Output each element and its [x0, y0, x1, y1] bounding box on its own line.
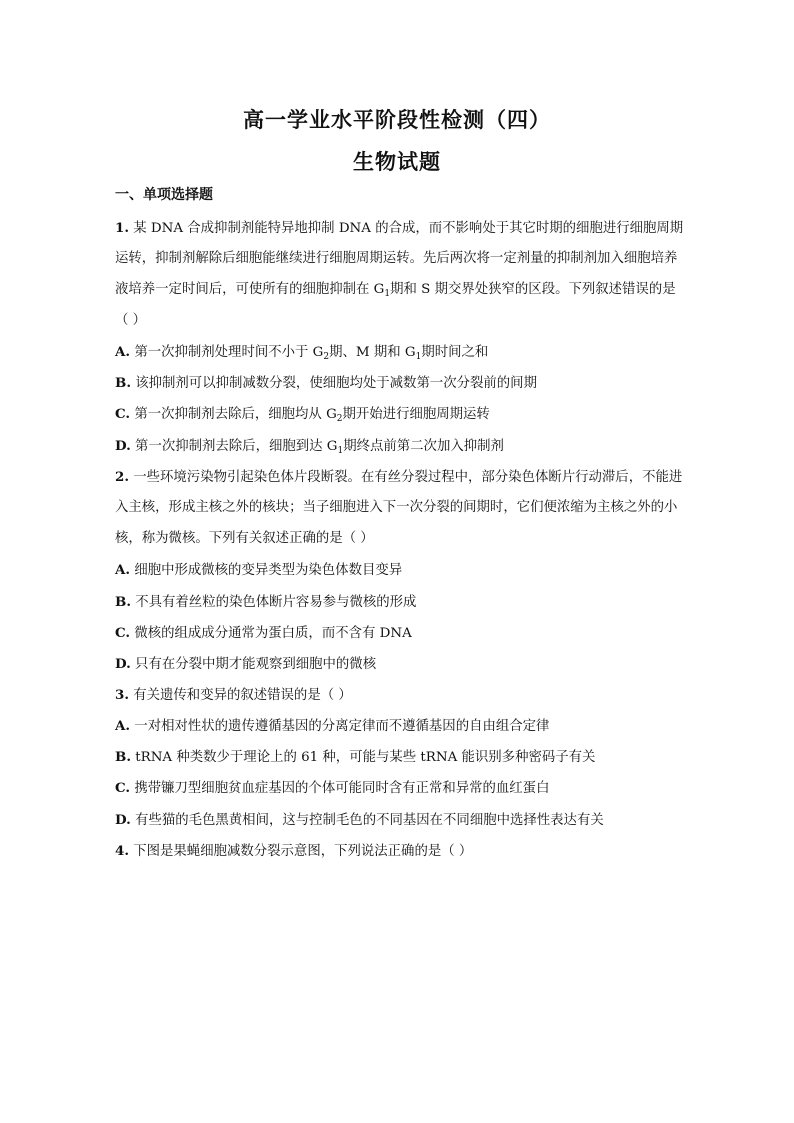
question-2-line-3: 核，称为微核。下列有关叙述正确的是（ ）: [115, 531, 374, 546]
question-1-answer-blank: （ ）: [115, 313, 147, 328]
question-2-option-d: D. 只有在分裂中期才能观察到细胞中的微核: [115, 656, 377, 672]
question-1-option-d: D. 第一次抑制剂去除后，细胞到达 $G_1$期终点前第二次加入抑制剂: [115, 438, 504, 456]
question-1-option-a: A. 第一次抑制剂处理时间不小于 $G_2$期、M 期和 $G_1$期时间之和: [115, 344, 489, 362]
question-2-line-2: 入主核，形成主核之外的核块；当子细胞进入下一次分裂的间期时，它们便浓缩为主核之外的小: [115, 500, 678, 515]
page-title: 高一学业水平阶段性检测（四）: [243, 107, 551, 132]
question-1-option-b: B. 该抑制剂可以抑制减数分裂，使细胞均处于减数第一次分裂前的间期: [115, 375, 537, 391]
question-2-line-1: 2. 一些环境污染物引起染色体片段断裂。在有丝分裂过程中，部分染色体断片行动滞后，不能进: [115, 469, 683, 485]
question-2-option-c: C. 微核的组成成分通常为蛋白质，而不含有 DNA: [115, 625, 412, 641]
question-2-number: 2.: [115, 469, 129, 485]
question-1-option-c: C. 第一次抑制剂去除后，细胞均从 $G_2$期开始进行细胞周期运转: [115, 406, 490, 424]
question-3-option-b: B. tRNA 种类数少于理论上的 61 种，可能与某些 tRNA 能识别多种密码子有关: [115, 749, 596, 765]
question-3-option-d: D. 有些猫的毛色黑黄相间，这与控制毛色的不同基因在不同细胞中选择性表达有关: [115, 812, 604, 828]
question-3-option-a: A. 一对相对性状的遗传遵循基因的分离定律而不遵循基因的自由组合定律: [115, 718, 550, 734]
question-3-option-c: C. 携带镰刀型细胞贫血症基因的个体可能同时含有正常和异常的血红蛋白: [115, 780, 550, 796]
question-1-number: 1.: [115, 220, 129, 236]
section-heading: 一、单项选择题: [115, 187, 213, 203]
question-3-line-1: 3. 有关遗传和变异的叙述错误的是（ ）: [115, 687, 352, 703]
question-4-line-1: 4. 下图是果蝇细胞减数分裂示意图，下列说法正确的是（ ）: [115, 843, 473, 859]
page-subtitle: 生物试题: [353, 149, 441, 174]
question-2-option-a: A. 细胞中形成微核的变异类型为染色体数目变异: [115, 562, 403, 578]
question-2-option-b: B. 不具有着丝粒的染色体断片容易参与微核的形成: [115, 594, 417, 610]
question-1-line-3: 液培养一定时间后，可使所有的细胞抑制在 $G_1$期和 S 期交界处狭窄的区段。下列叙述错误的是: [115, 282, 676, 299]
question-3-number: 3.: [115, 687, 129, 703]
question-1-line-2: 运转，抑制剂解除后细胞能继续进行细胞周期运转。先后两次将一定剂量的抑制剂加入细胞培养: [115, 251, 678, 266]
question-1-line-1: 1. 某 DNA 合成抑制剂能特异地抑制 DNA 的合成，而不影响处于其它时期的细胞进行细胞周期: [115, 220, 684, 236]
question-4-number: 4.: [115, 843, 129, 859]
